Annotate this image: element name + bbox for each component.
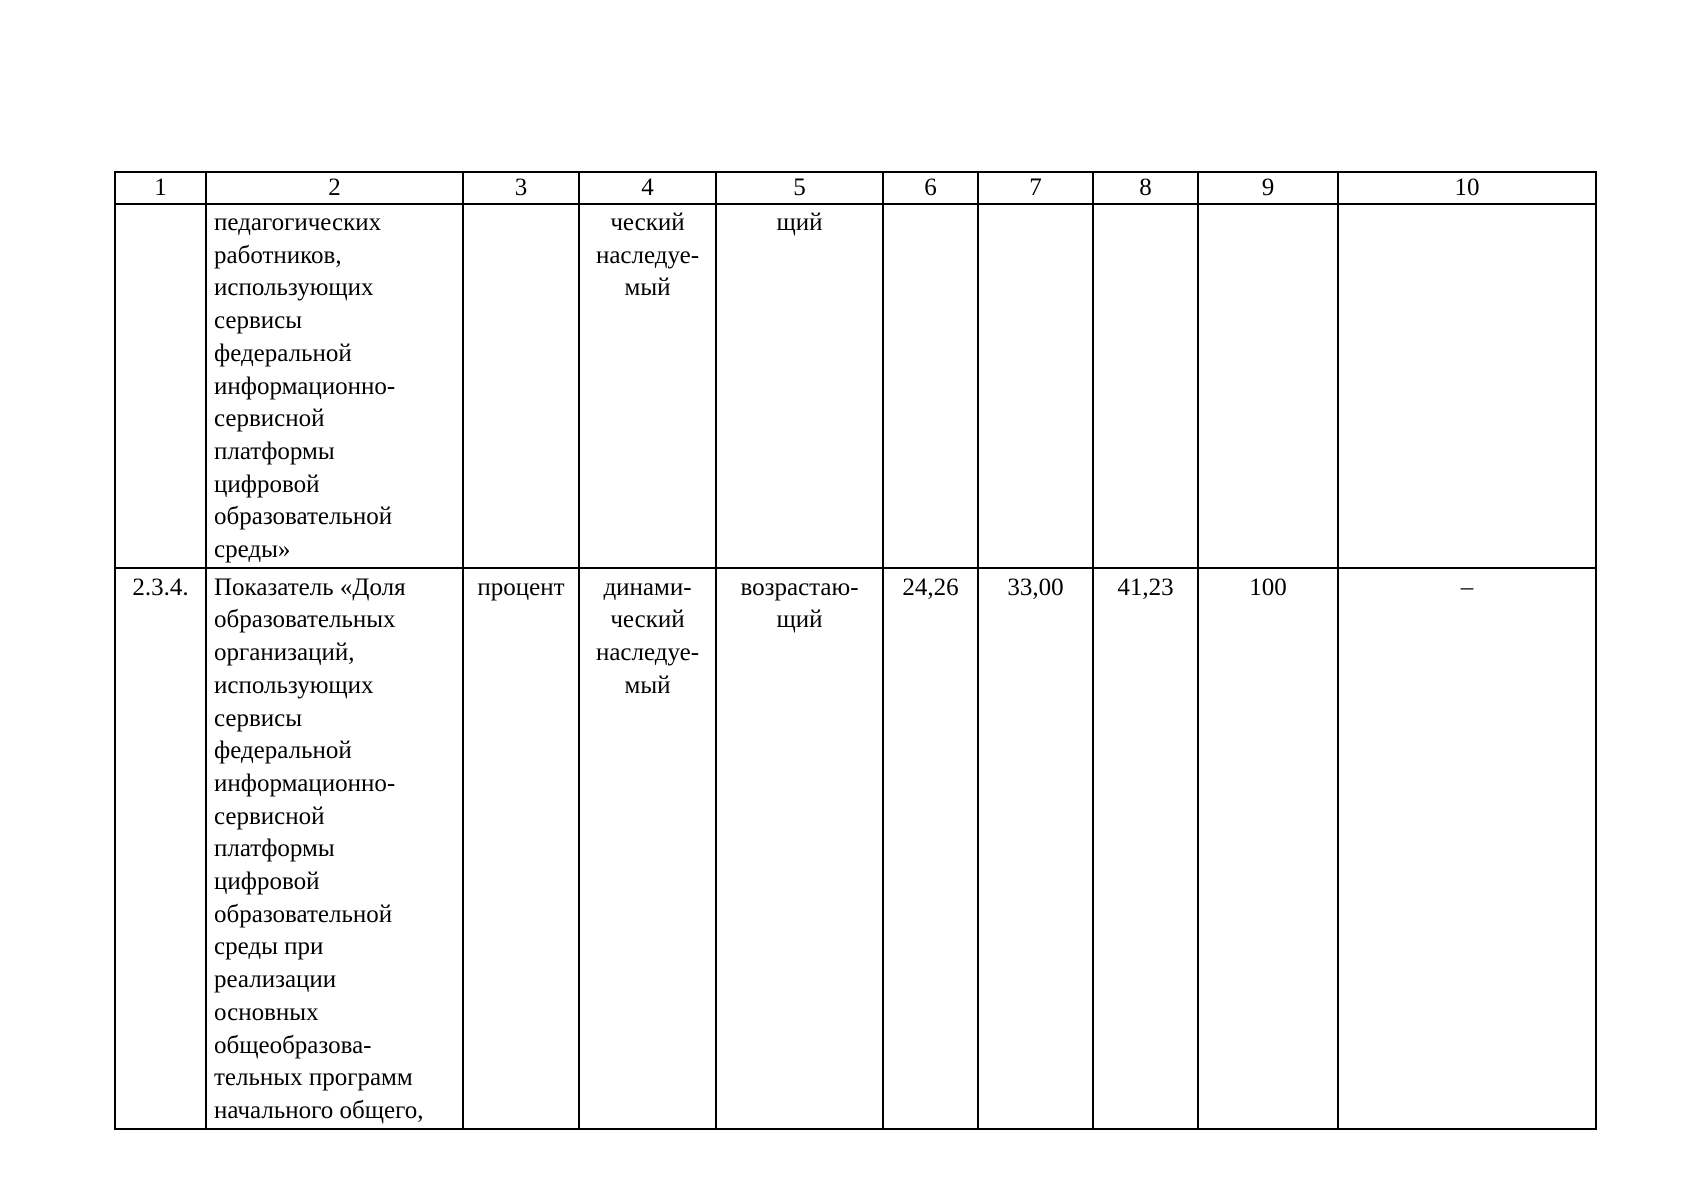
- table-row: [115, 204, 1596, 568]
- text-line: общеобразова-: [214, 1031, 372, 1059]
- text-line: работников,: [214, 241, 342, 269]
- text-line: сервисной: [214, 802, 325, 830]
- row-number-cell: 2.3.4.: [115, 568, 206, 1129]
- trend-cell: [716, 204, 883, 568]
- value-cell: [978, 204, 1093, 568]
- text-line: педагогических: [214, 209, 382, 236]
- text-line: динами-: [603, 573, 692, 601]
- text-line: среды»: [214, 536, 291, 564]
- text-line: наследуе-: [595, 639, 700, 667]
- table-row: [115, 568, 1596, 1129]
- row-number-cell: [115, 204, 206, 568]
- indicator-type-cell: [579, 204, 716, 568]
- column-number-header-row: [115, 172, 1596, 204]
- text-line: сервисной: [214, 405, 325, 433]
- text-line: возрастаю-: [740, 573, 859, 601]
- text-line: наследуе-: [595, 241, 700, 269]
- text-line: информационно-: [214, 372, 396, 400]
- text-line: цифровой: [214, 868, 320, 896]
- column-number-cell: 6: [883, 172, 978, 204]
- text-line: информационно-: [214, 769, 396, 797]
- column-number-cell: 9: [1198, 172, 1338, 204]
- text-line: федеральной: [214, 737, 352, 765]
- value-cell: 100: [1198, 568, 1338, 1129]
- text-line: образовательных: [214, 606, 396, 634]
- text-line: среды при: [214, 933, 324, 961]
- value-cell: 33,00: [978, 568, 1093, 1129]
- column-number-cell: 10: [1338, 172, 1596, 204]
- unit-cell: [463, 204, 579, 568]
- text-line: ческий: [610, 606, 685, 634]
- text-line: цифровой: [214, 470, 320, 498]
- unit-cell: процент: [463, 568, 579, 1129]
- text-line: мый: [624, 274, 671, 302]
- trend-cell: [716, 568, 883, 1129]
- text-line: основных: [214, 998, 319, 1026]
- text-line: реализации: [214, 966, 337, 994]
- note-cell: [1338, 204, 1596, 568]
- indicator-name-cell: [206, 568, 463, 1129]
- text-line: образовательной: [214, 900, 393, 928]
- text-line: использующих: [214, 671, 374, 699]
- text-line: щий: [776, 209, 823, 236]
- text-line: тельных программ: [214, 1064, 413, 1092]
- indicator-table: [114, 171, 1597, 1130]
- text-line: сервисы: [214, 704, 303, 732]
- text-line: федеральной: [214, 339, 352, 367]
- value-cell: [1093, 204, 1198, 568]
- column-number-cell: 5: [716, 172, 883, 204]
- text-line: использующих: [214, 274, 374, 302]
- column-number-cell: 7: [978, 172, 1093, 204]
- column-number-cell: 2: [206, 172, 463, 204]
- text-line: организаций,: [214, 639, 355, 667]
- text-line: мый: [624, 671, 671, 699]
- text-line: Показатель «Доля: [214, 573, 406, 601]
- value-cell: [883, 204, 978, 568]
- column-number-cell: 4: [579, 172, 716, 204]
- column-number-cell: 8: [1093, 172, 1198, 204]
- value-cell: 24,26: [883, 568, 978, 1129]
- text-line: ческий: [610, 209, 685, 236]
- column-number-cell: 1: [115, 172, 206, 204]
- indicator-type-cell: [579, 568, 716, 1129]
- text-line: сервисы: [214, 307, 303, 335]
- indicator-name-cell: [206, 204, 463, 568]
- text-line: образовательной: [214, 503, 393, 531]
- text-line: платформы: [214, 437, 335, 465]
- note-cell: –: [1338, 568, 1596, 1129]
- text-line: платформы: [214, 835, 335, 863]
- text-line: начального общего,: [214, 1096, 424, 1124]
- value-cell: [1198, 204, 1338, 568]
- column-number-cell: 3: [463, 172, 579, 204]
- text-line: щий: [776, 606, 823, 634]
- value-cell: 41,23: [1093, 568, 1198, 1129]
